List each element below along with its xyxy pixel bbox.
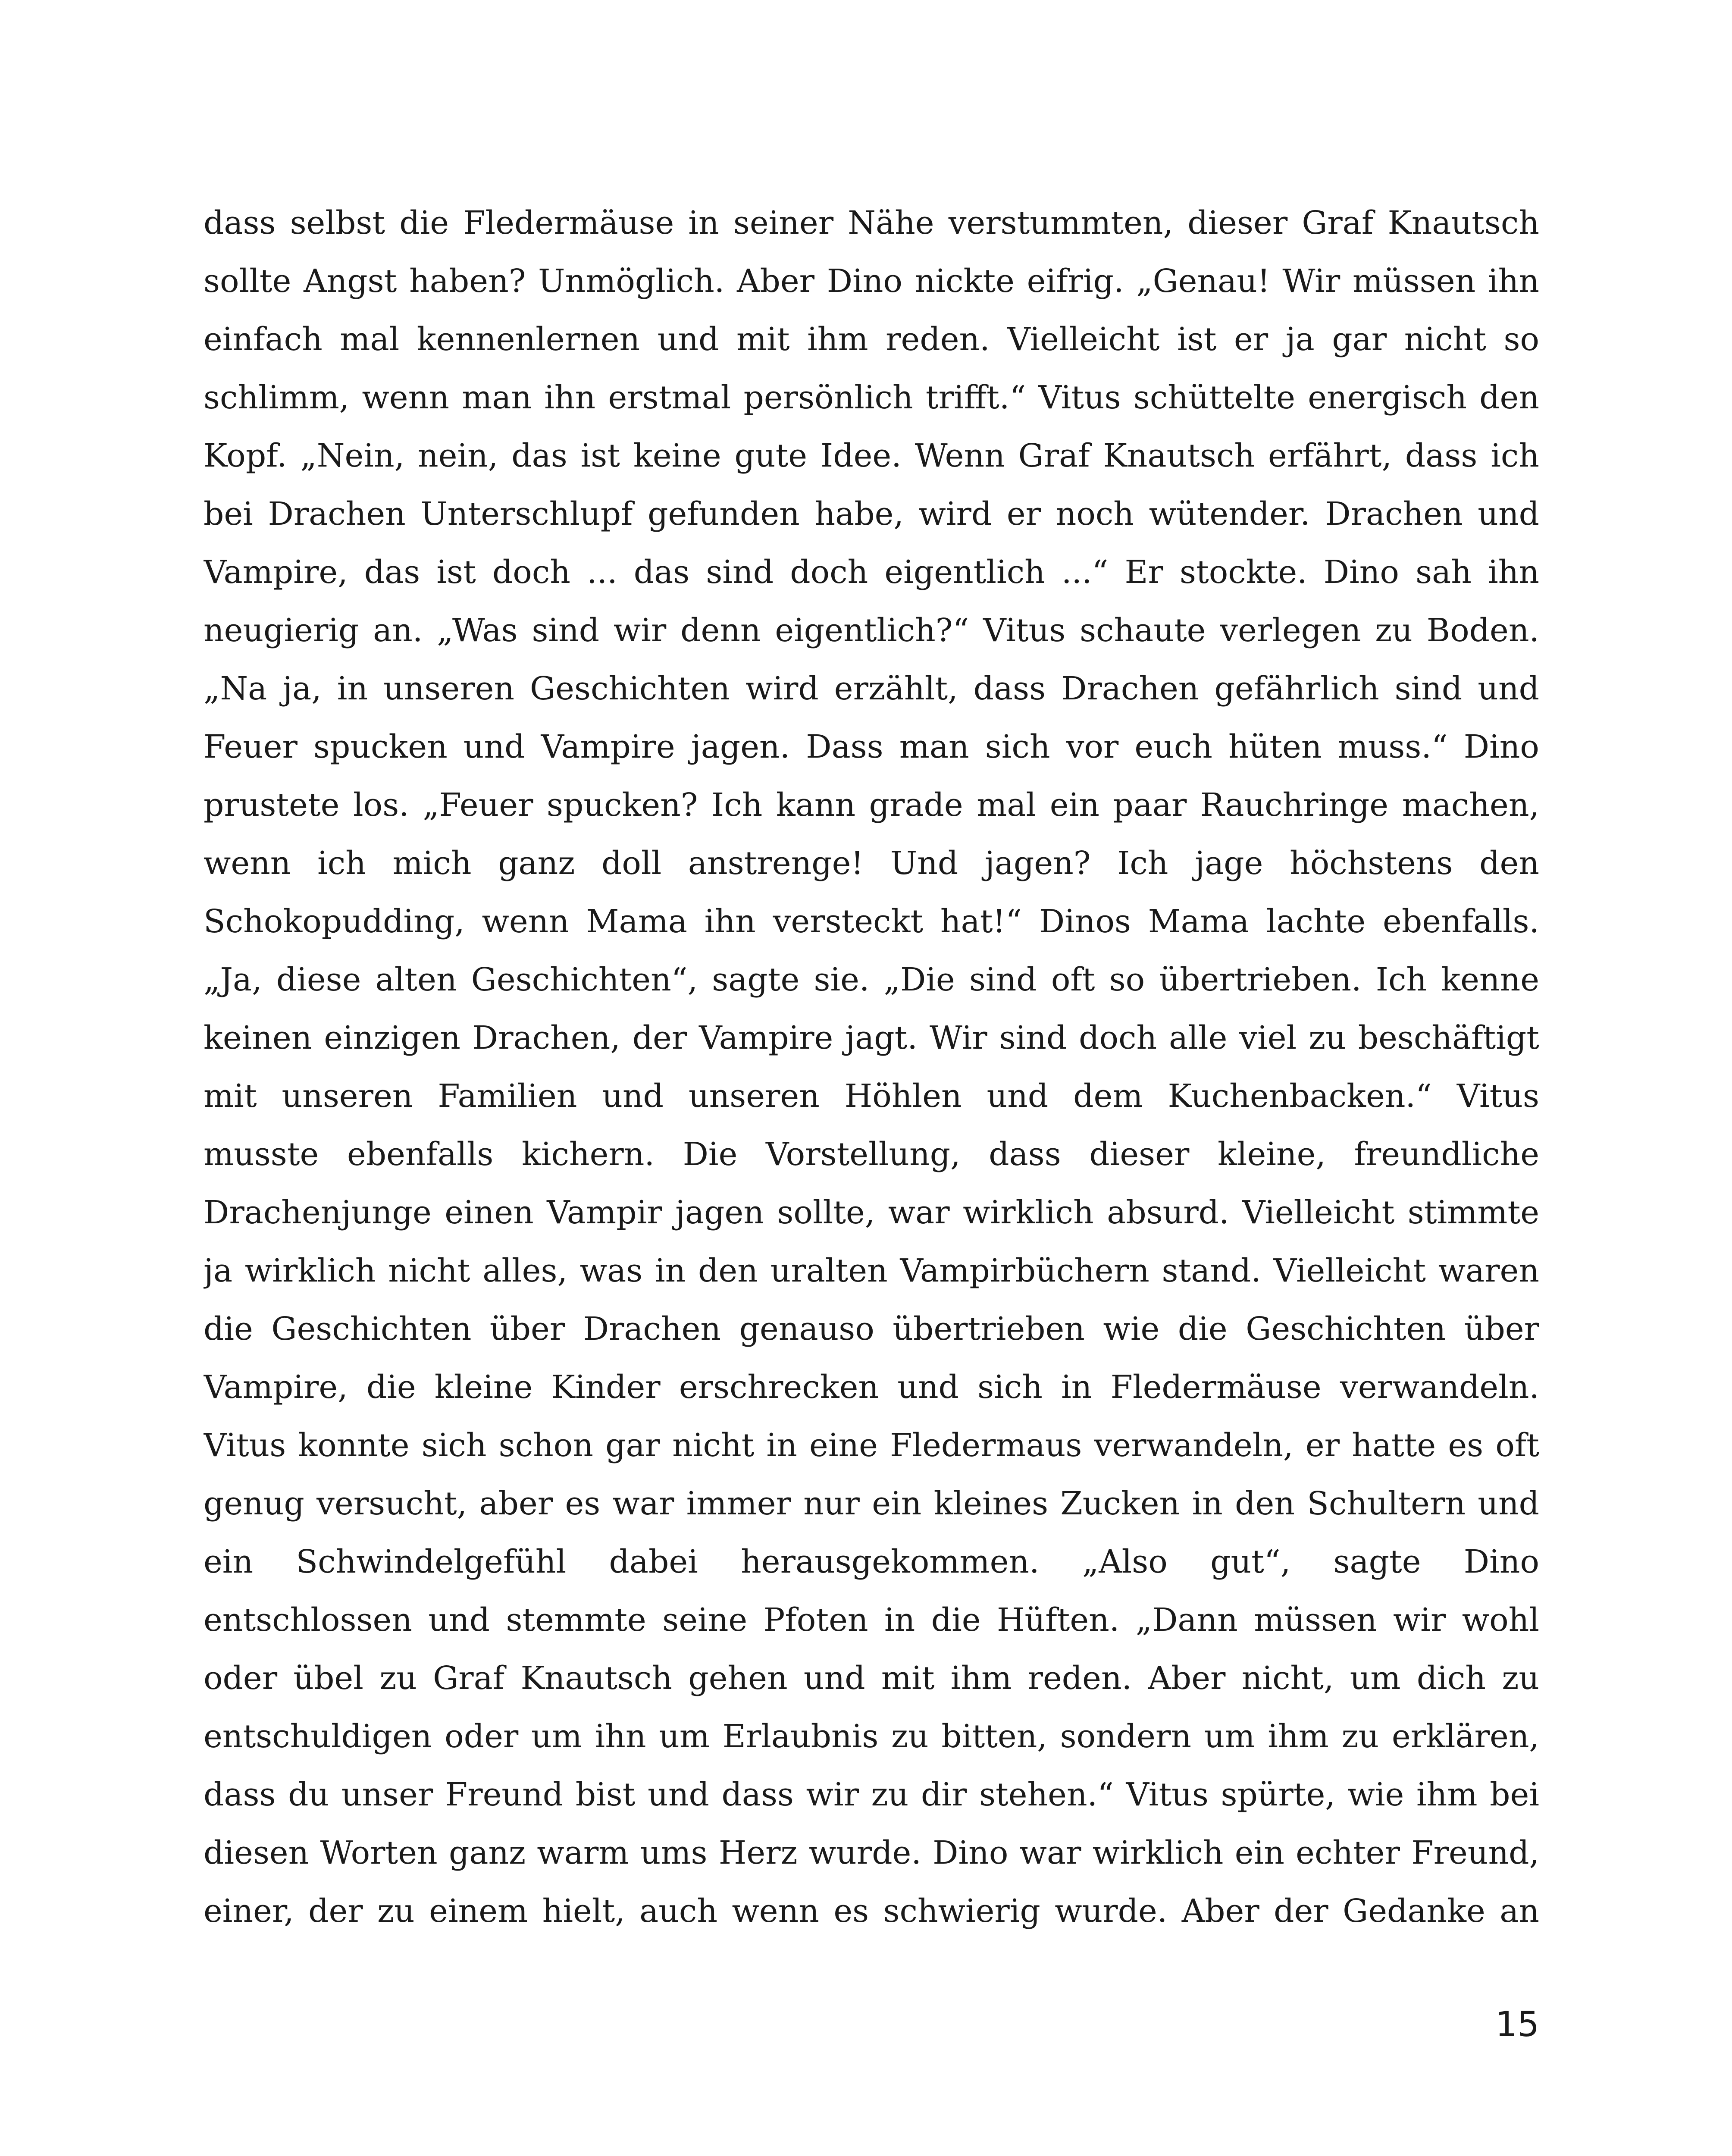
text-line: diesen Worten ganz warm ums Herz wurde. Dino war wirklich ein echter Freund, xyxy=(204,1834,1539,1871)
text-line: Schokopudding, wenn Mama ihn versteckt hat!“ Dinos Mama lachte ebenfalls. xyxy=(204,903,1539,940)
text-line: einfach mal kennenlernen und mit ihm reden. Vielleicht ist er ja gar nicht so xyxy=(204,321,1539,358)
text-line: neugierig an. „Was sind wir denn eigentlich?“ Vitus schaute verlegen zu Boden. xyxy=(204,612,1539,649)
text-line: dass du unser Freund bist und dass wir zu dir stehen.“ Vitus spürte, wie ihm bei xyxy=(204,1776,1539,1813)
text-line: Feuer spucken und Vampire jagen. Dass man sich vor euch hüten muss.“ Dino xyxy=(204,728,1539,765)
text-line: einer, der zu einem hielt, auch wenn es schwierig wurde. Aber der Gedanke an xyxy=(204,1893,1539,1930)
text-line: Kopf. „Nein, nein, das ist keine gute Idee. Wenn Graf Knautsch erfährt, dass ich xyxy=(204,437,1539,474)
text-line: mit unseren Familien und unseren Höhlen und dem Kuchenbacken.“ Vitus xyxy=(204,1078,1539,1115)
text-line: sollte Angst haben? Unmöglich. Aber Dino nickte eifrig. „Genau! Wir müssen ihn xyxy=(204,263,1539,300)
text-line: keinen einzigen Drachen, der Vampire jagt. Wir sind doch alle viel zu beschäftigt xyxy=(204,1019,1539,1056)
text-line: dass selbst die Fledermäuse in seiner Nähe verstummten, dieser Graf Knautsch xyxy=(204,204,1539,241)
text-line: bei Drachen Unterschlupf gefunden habe, wird er noch wütender. Drachen und xyxy=(204,495,1539,533)
text-line: ja wirklich nicht alles, was in den uralten Vampirbüchern stand. Vielleicht waren xyxy=(204,1252,1539,1289)
text-line: entschuldigen oder um ihn um Erlaubnis zu bitten, sondern um ihm zu erklären, xyxy=(204,1718,1539,1755)
text-line: wenn ich mich ganz doll anstrenge! Und jagen? Ich jage höchstens den xyxy=(204,845,1539,882)
body-paragraph xyxy=(204,194,1539,1940)
text-line: Drachenjunge einen Vampir jagen sollte, war wirklich absurd. Vielleicht stimmte xyxy=(204,1194,1539,1231)
text-line: Vitus konnte sich schon gar nicht in eine Fledermaus verwandeln, er hatte es oft xyxy=(204,1427,1539,1464)
text-line: oder übel zu Graf Knautsch gehen und mit ihm reden. Aber nicht, um dich zu xyxy=(204,1660,1539,1697)
text-line: „Ja, diese alten Geschichten“, sagte sie. „Die sind oft so übertrieben. Ich kenne xyxy=(204,961,1539,998)
text-line: musste ebenfalls kichern. Die Vorstellung, dass dieser kleine, freundliche xyxy=(204,1136,1539,1173)
text-line: entschlossen und stemmte seine Pfoten in die Hüften. „Dann müssen wir wohl xyxy=(204,1601,1539,1639)
text-line: „Na ja, in unseren Geschichten wird erzählt, dass Drachen gefährlich sind und xyxy=(204,670,1539,707)
text-line: genug versucht, aber es war immer nur ein kleines Zucken in den Schultern und xyxy=(204,1485,1539,1522)
text-line: prustete los. „Feuer spucken? Ich kann grade mal ein paar Rauchringe machen, xyxy=(204,787,1539,824)
text-line: Vampire, das ist doch ... das sind doch eigentlich ...“ Er stockte. Dino sah ihn xyxy=(204,554,1539,591)
page-number: 15 xyxy=(1495,2004,1539,2044)
text-line: die Geschichten über Drachen genauso übertrieben wie die Geschichten über xyxy=(204,1310,1539,1348)
text-line: Vampire, die kleine Kinder erschrecken und sich in Fledermäuse verwandeln. xyxy=(204,1369,1539,1406)
text-line: schlimm, wenn man ihn erstmal persönlich trifft.“ Vitus schüttelte energisch den xyxy=(204,379,1539,416)
text-line: ein Schwindelgefühl dabei herausgekommen. „Also gut“, sagte Dino xyxy=(204,1543,1539,1580)
